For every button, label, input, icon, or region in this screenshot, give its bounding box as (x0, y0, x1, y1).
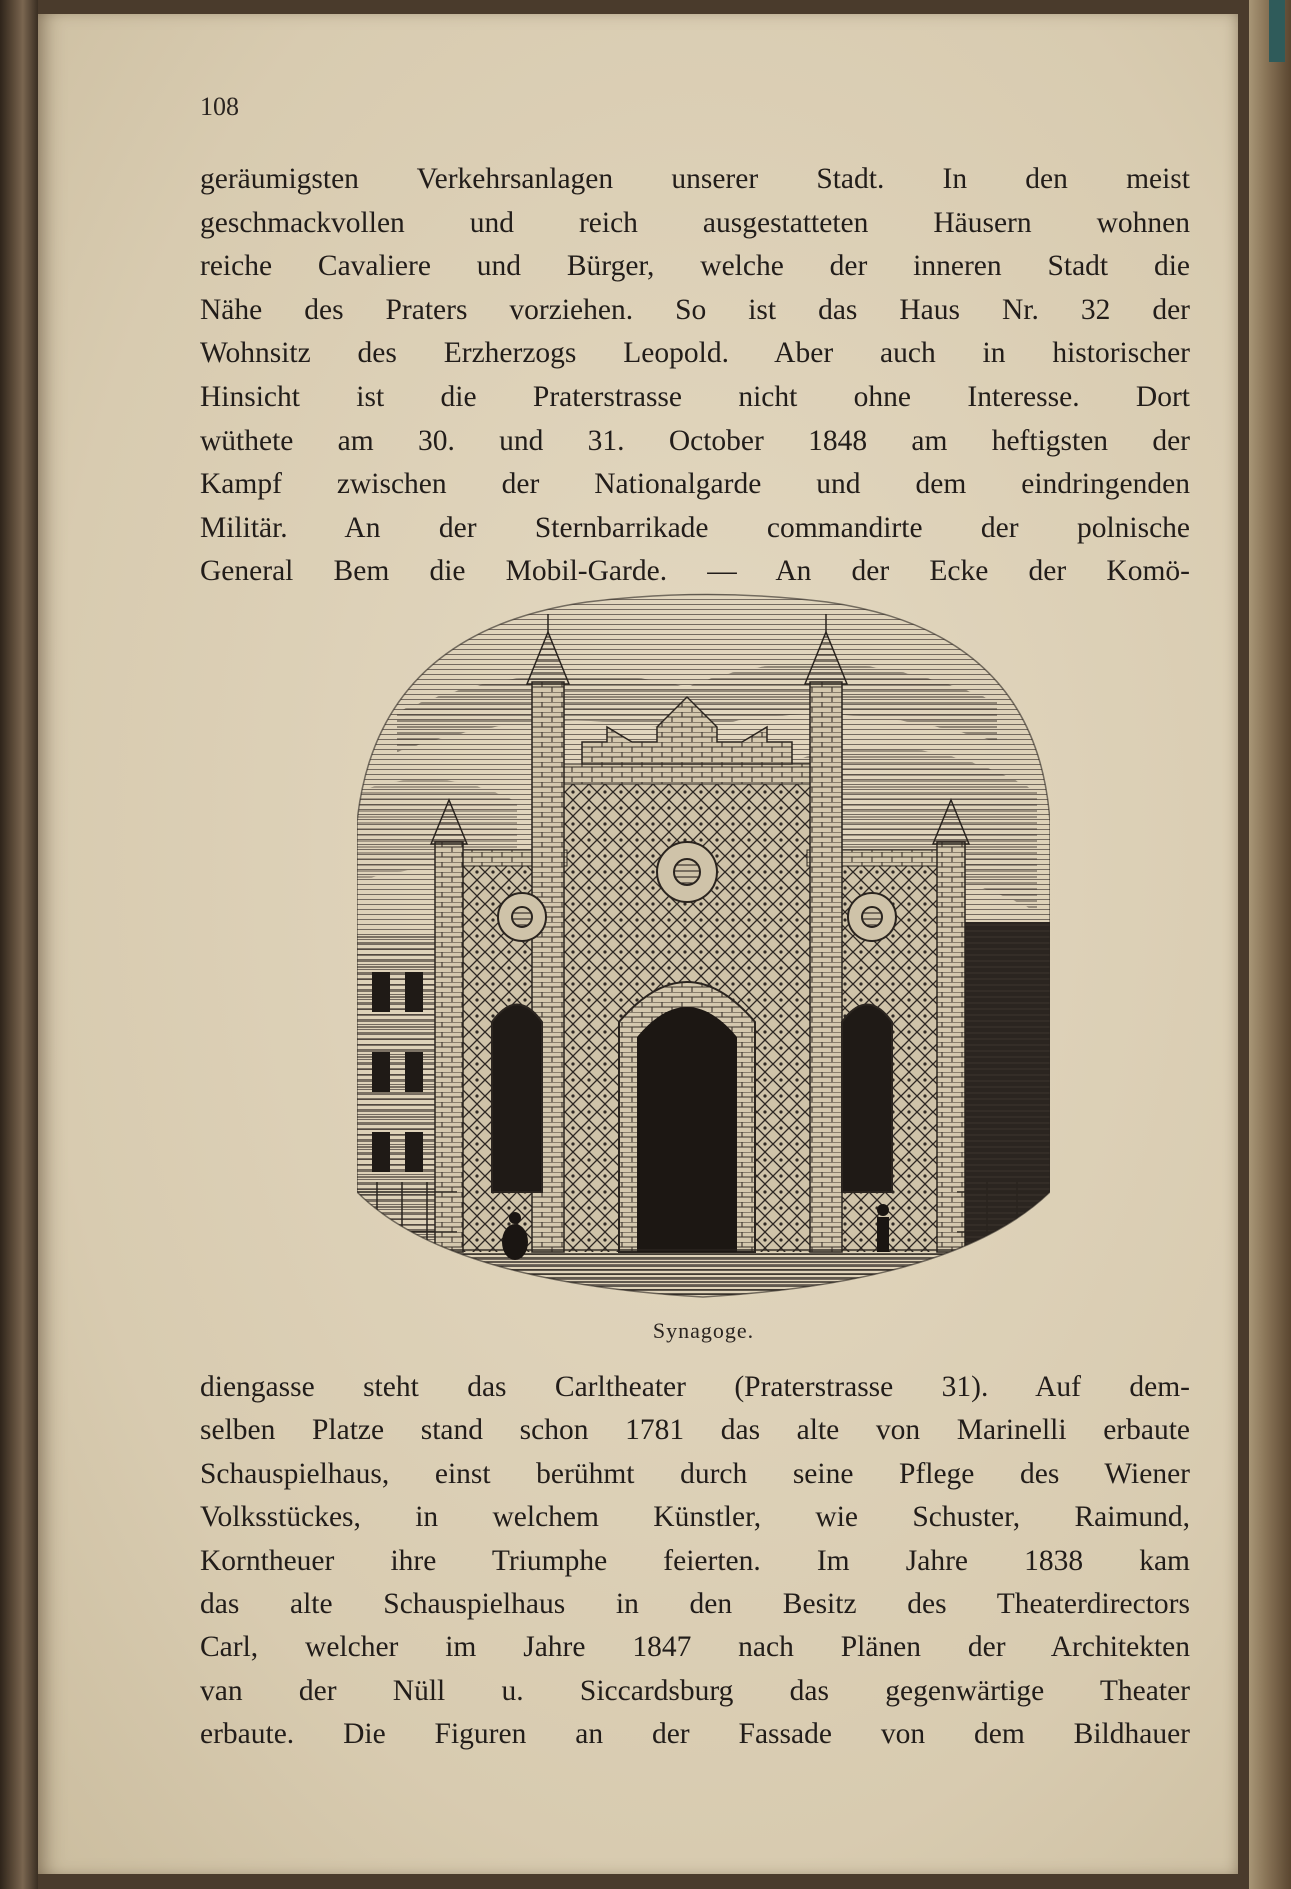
text-line: Nähe des Praters vorziehen. So ist das Haus Nr. 32 der (200, 293, 1190, 326)
synagogue-engraving (357, 592, 1050, 1302)
bookmark-ribbon (1269, 0, 1285, 62)
text-line: Volksstückes, in welchem Künstler, wie Schuster, Raimund, (200, 1501, 1190, 1534)
text-line: Militär. An der Sternbarrikade commandirte der polnische (200, 511, 1190, 544)
book-binding-left (0, 0, 38, 1889)
text-line: reiche Cavaliere und Bürger, welche der inneren Stadt die (200, 250, 1190, 283)
text-line: wüthete am 30. und 31. October 1848 am heftigsten der (200, 424, 1190, 457)
page-number: 108 (200, 92, 239, 121)
text-line: Kampf zwischen der Nationalgarde und dem eindringenden (200, 468, 1190, 501)
text-line: Hinsicht ist die Praterstrasse nicht ohne Interesse. Dort (200, 380, 1190, 413)
text-line: diengasse steht das Carltheater (Praterstrasse 31). Auf dem- (200, 1371, 1190, 1403)
text-line: selben Platze stand schon 1781 das alte von Marinelli erbaute (200, 1414, 1190, 1447)
illustration-caption: Synagoge. (652, 1318, 755, 1343)
paragraph-top (200, 158, 1190, 594)
text-line: Schauspielhaus, einst berühmt durch seine Pflege des Wiener (200, 1457, 1190, 1490)
text-line: erbaute. Die Figuren an der Fassade von dem Bildhauer (200, 1718, 1190, 1751)
text-line: General Bem die Mobil-Garde. — An der Ecke der Komö- (200, 555, 1190, 588)
book-page-edges-right (1249, 0, 1291, 1889)
paragraph-bottom (200, 1366, 1190, 1757)
text-line: van der Nüll u. Siccardsburg das gegenwärtige Theater (200, 1674, 1190, 1707)
text-line: Wohnsitz des Erzherzogs Leopold. Aber auch in historischer (200, 337, 1190, 370)
text-line: geräumigsten Verkehrsanlagen unserer Stadt. In den meist (200, 163, 1190, 195)
text-line: das alte Schauspielhaus in den Besitz des Theaterdirectors (200, 1587, 1190, 1620)
text-line: Carl, welcher im Jahre 1847 nach Plänen der Architekten (200, 1631, 1190, 1664)
text-line: Korntheuer ihre Triumphe feierten. Im Jahre 1838 kam (200, 1544, 1190, 1577)
text-line: geschmackvollen und reich ausgestatteten Häusern wohnen (200, 206, 1190, 239)
